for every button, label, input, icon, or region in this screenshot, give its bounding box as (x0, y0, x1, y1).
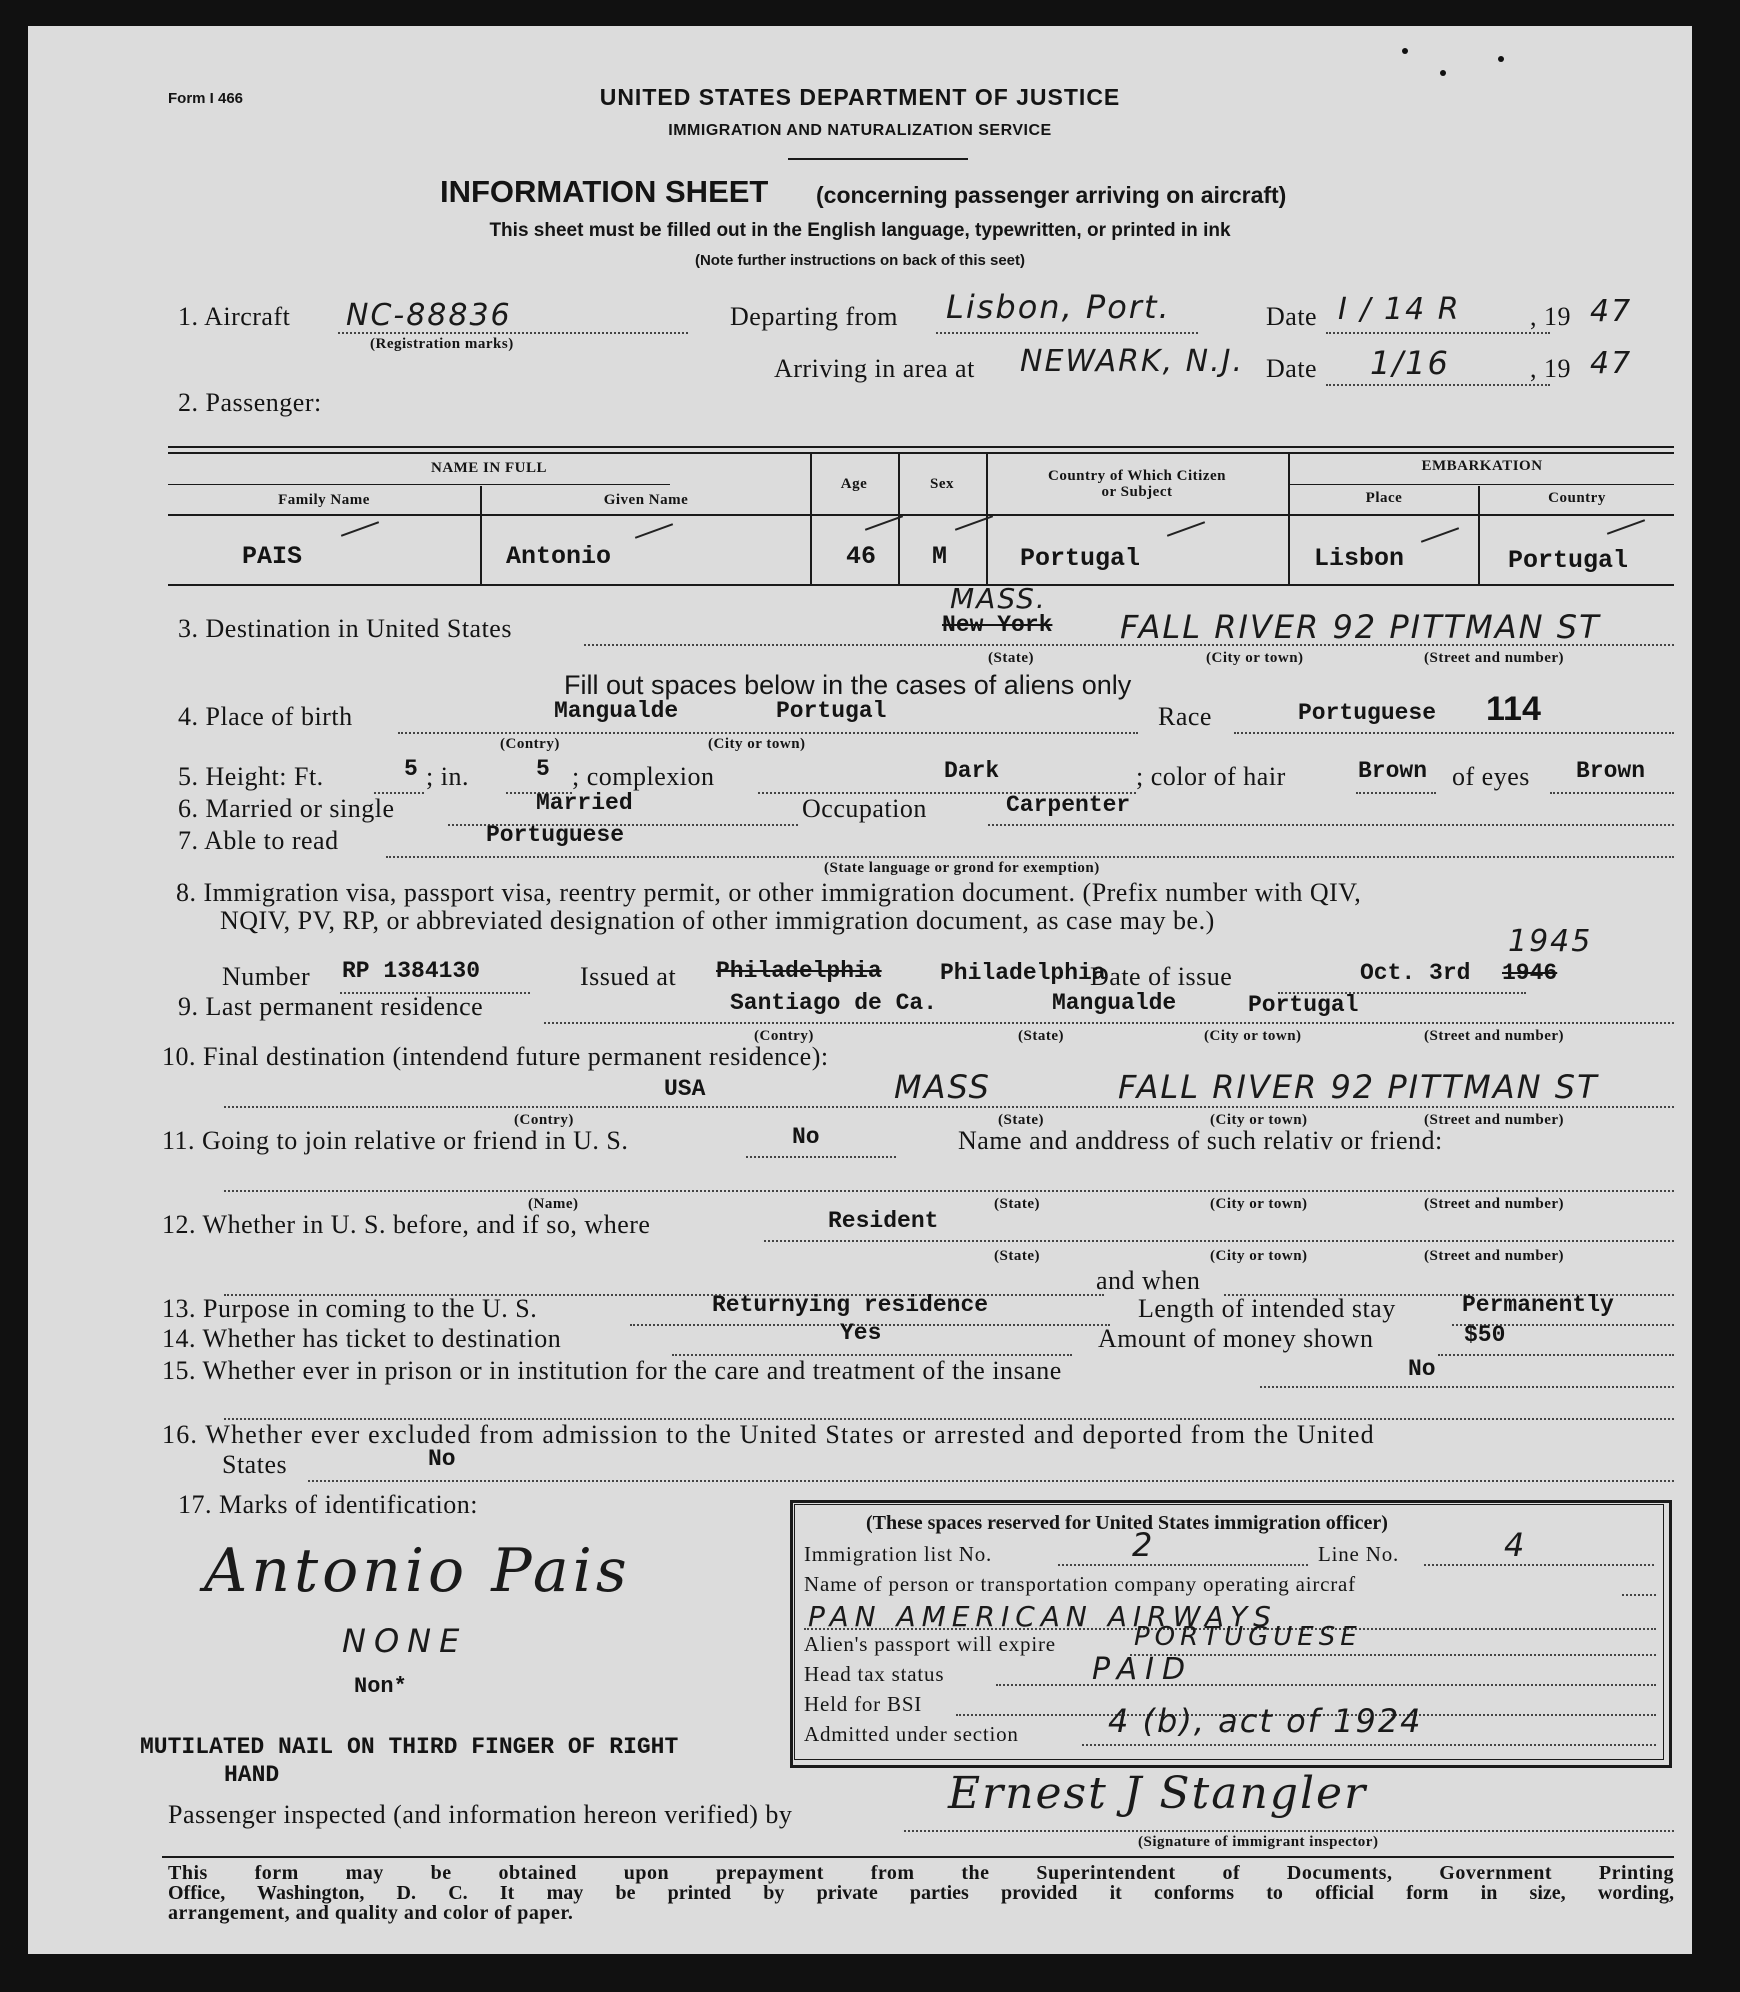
arrive-date-value: 1/16 (1370, 344, 1450, 382)
birth-label: 4. Place of birth (178, 702, 353, 731)
arriving-value: NEWARK, N.J. (1020, 344, 1245, 379)
final-line (224, 1106, 1674, 1108)
ticket-label: 14. Whether has ticket to destination (162, 1324, 562, 1353)
residence-country-caption: (Contry) (754, 1028, 814, 1044)
header-rule (788, 158, 968, 160)
stay-value: Permanently (1462, 1292, 1614, 1318)
departing-line (936, 332, 1198, 334)
residence-state-caption: (State) (1018, 1028, 1064, 1044)
footer-line-1: This form may be obtained upon prepayment from the Superintendent of Documents, Government Printing (168, 1862, 1674, 1884)
final-street-caption: (Street and number) (1424, 1112, 1565, 1128)
form-number: Form I 466 (168, 90, 244, 107)
footer-line-3: arrangement, and quality and color of paper. (168, 1902, 574, 1924)
aliens-note: Fill out spaces below in the cases of aliens only (564, 670, 1132, 700)
name-subrule (168, 484, 670, 485)
given-header: Given Name (603, 492, 689, 508)
instruction: This sheet must be filled out in the English language, typewritten, or printed in ink (489, 220, 1231, 241)
issued-label: Issued at (580, 962, 677, 991)
list-no-value: 2 (1132, 1526, 1155, 1564)
hair-line (1356, 792, 1436, 794)
family-header: Family Name (278, 492, 370, 508)
destination-state-caption: (State) (988, 650, 1034, 666)
arriving-label: Arriving in area at (774, 354, 975, 383)
marks-typed-none: Non* (354, 1674, 407, 1699)
check-mark (1167, 521, 1205, 537)
passport-value: PORTUGUESE (1134, 1622, 1362, 1652)
service: IMMIGRATION AND NATURALIZATION SERVICE (668, 122, 1052, 139)
read-label: 7. Able to read (178, 826, 339, 855)
departing-value: Lisbon, Port. (946, 288, 1171, 326)
page-title: INFORMATION SHEET (440, 174, 769, 209)
residence-city-caption: (City or town) (1204, 1028, 1302, 1044)
race-label: Race (1158, 702, 1212, 731)
join-value: No (792, 1124, 820, 1150)
issued-value: Philadelphia (940, 960, 1106, 986)
purpose-label: 13. Purpose in coming to the U. S. (162, 1294, 538, 1323)
money-line (1438, 1354, 1674, 1356)
destination-street-caption: (Street and number) (1424, 650, 1565, 666)
inspection-label: Passenger inspected (and information hereon verified) by (168, 1800, 793, 1829)
issue-date: Oct. 3rd (1360, 960, 1471, 986)
marks-label: 17. Marks of identification: (178, 1490, 478, 1519)
officer-title: (These spaces reserved for United States immigration officer) (866, 1512, 1388, 1534)
speck (1402, 48, 1408, 54)
money-value: $50 (1464, 1322, 1506, 1348)
given-name: Antonio (506, 542, 612, 571)
passenger-label: 2. Passenger: (178, 388, 322, 417)
race-code: 114 (1486, 690, 1541, 728)
depart-date-line (1326, 332, 1550, 334)
passport-label: Alien's passport will expire (804, 1632, 1056, 1656)
check-mark (1607, 519, 1645, 535)
footer-rule (162, 1856, 1674, 1858)
birth-city: Mangualde (554, 698, 679, 724)
destination-state-hand: MASS. (950, 582, 1047, 615)
occupation-line (988, 824, 1674, 826)
sex-value: M (932, 542, 948, 571)
final-state-caption: (State) (998, 1112, 1044, 1128)
visa-number: RP 1384130 (342, 958, 481, 984)
age-value: 46 (846, 542, 877, 571)
line-no-label: Line No. (1318, 1542, 1400, 1566)
country-value: Portugal (1508, 546, 1629, 575)
marks-hand-none: NONE (342, 1622, 468, 1660)
read-line (386, 856, 1674, 858)
feet-value: 5 (404, 756, 418, 782)
check-mark (341, 521, 379, 537)
page-subtitle: (concerning passenger arriving on aircraft) (816, 182, 1287, 208)
inspector-signature: Ernest J Stangler (948, 1768, 1368, 1819)
list-no-line (1058, 1564, 1308, 1566)
final-city-caption: (City or town) (1210, 1112, 1308, 1128)
company-label: Name of person or transportation company operating aircraf (804, 1572, 1356, 1596)
excluded-value: No (428, 1446, 456, 1472)
married-label: 6. Married or single (178, 794, 395, 823)
birth-line (398, 732, 1138, 734)
before-street-caption: (Street and number) (1424, 1248, 1565, 1264)
read-caption: (State language or grond for exemption) (824, 860, 1100, 876)
speck (1440, 70, 1446, 76)
table-divider (810, 454, 812, 586)
money-label: Amount of money shown (1098, 1324, 1374, 1353)
depart-date-label: Date (1266, 302, 1318, 331)
company-line-end (1622, 1594, 1656, 1596)
race-line (1234, 732, 1674, 734)
aircraft-value: NC-88836 (346, 298, 512, 333)
join-street-caption: (Street and number) (1424, 1196, 1565, 1212)
final-country-caption: (Contry) (514, 1112, 574, 1128)
hair-label: ; color of hair (1136, 762, 1286, 791)
place-header: Place (1365, 490, 1403, 506)
eyes-value: Brown (1576, 758, 1646, 784)
note: (Note further instructions on back of this seet) (694, 252, 1026, 269)
list-no-label: Immigration list No. (804, 1542, 993, 1566)
section-label: Admitted under section (804, 1722, 1019, 1746)
embark-subrule (1290, 484, 1674, 485)
place-value: Lisbon (1314, 544, 1405, 573)
aircraft-label: 1. Aircraft (178, 302, 291, 331)
final-state: MASS (894, 1068, 991, 1106)
age-header: Age (840, 476, 868, 492)
join-name-line (224, 1190, 1674, 1192)
table-divider (898, 454, 900, 586)
department: UNITED STATES DEPARTMENT OF JUSTICE (599, 84, 1121, 110)
issue-year-struck: 1946 (1502, 960, 1558, 986)
birth-country-caption: (Contry) (500, 736, 560, 752)
join-name-label: Name and anddress of such relativ or friend: (958, 1126, 1443, 1155)
complexion-label: ; complexion (572, 762, 715, 791)
residence-line (544, 1022, 1674, 1024)
destination-city-street: FALL RIVER 92 PITTMAN ST (1120, 608, 1601, 646)
complexion-value: Dark (944, 758, 1000, 784)
destination-city-caption: (City or town) (1206, 650, 1304, 666)
eyes-line (1550, 792, 1674, 794)
final-city-street: FALL RIVER 92 PITTMAN ST (1118, 1068, 1599, 1106)
arrive-date-line (1326, 384, 1550, 386)
occupation-label: Occupation (802, 794, 927, 823)
inspection-line (904, 1830, 1674, 1832)
inspection-caption: (Signature of immigrant inspector) (1138, 1834, 1379, 1850)
ticket-value: Yes (840, 1320, 882, 1346)
prison-value: No (1408, 1356, 1436, 1382)
purpose-value: Returnying residence (712, 1292, 989, 1318)
country-header-line-1: Country of Which Citizen (1048, 468, 1226, 484)
table-rule-header (168, 514, 1674, 516)
stay-label: Length of intended stay (1138, 1294, 1396, 1323)
before-label: 12. Whether in U. S. before, and if so, where (162, 1210, 651, 1239)
speck (1498, 56, 1504, 62)
inches-value: 5 (536, 756, 550, 782)
embark-header: EMBARKATION (1421, 458, 1543, 474)
destination-state-struck: New York (942, 612, 1053, 638)
form-sheet (28, 26, 1692, 1954)
tax-label: Head tax status (804, 1662, 945, 1686)
before-line (764, 1240, 1674, 1242)
company-value: PAN AMERICAN AIRWAYS (808, 1600, 1277, 1633)
visa-label-line-2: NQIV, PV, RP, or abbreviated designation of other immigration document, as case may be.) (220, 906, 1215, 935)
before-state-caption: (State) (994, 1248, 1040, 1264)
issue-date-label: Date of issue (1090, 962, 1233, 991)
check-mark (1421, 527, 1459, 543)
arrive-year-prefix: , 19 (1530, 354, 1571, 383)
aircraft-caption: (Registration marks) (370, 336, 514, 352)
issued-struck: Philadelphia (716, 958, 882, 984)
destination-label: 3. Destination in United States (178, 614, 512, 643)
married-value: Married (536, 790, 633, 816)
passport-line (1130, 1654, 1656, 1656)
citizen-value: Portugal (1020, 544, 1141, 573)
country-header-line-2: or Subject (1101, 484, 1173, 500)
check-mark (635, 523, 673, 539)
arrive-year: 47 (1590, 346, 1633, 381)
residence-street-caption: (Street and number) (1424, 1028, 1565, 1044)
hair-value: Brown (1358, 758, 1428, 784)
join-city-caption: (City or town) (1210, 1196, 1308, 1212)
section-line (1082, 1744, 1656, 1746)
footer-line-2: Office, Washington, D. C. It may be printed by private parties provided it conforms to official form in size, wording, (168, 1882, 1674, 1904)
visa-label-line-1: 8. Immigration visa, passport visa, reentry permit, or other immigration document. (Prefix number with QIV, (176, 878, 1362, 907)
race-value: Portuguese (1298, 700, 1437, 726)
final-label: 10. Final destination (intendend future permanent residence): (162, 1042, 829, 1071)
departing-label: Departing from (730, 302, 899, 331)
final-country: USA (664, 1076, 706, 1102)
birth-city-caption: (City or town) (708, 736, 806, 752)
join-line (746, 1156, 896, 1158)
residence-label: 9. Last permanent residence (178, 992, 484, 1021)
prison-label: 15. Whether ever in prison or in institution for the care and treatment of the insane (162, 1356, 1062, 1385)
join-label: 11. Going to join relative or friend in U. S. (162, 1126, 629, 1155)
height-label: 5. Height: Ft. (178, 762, 324, 791)
join-state-caption: (State) (994, 1196, 1040, 1212)
issue-year-hand: 1945 (1508, 924, 1593, 959)
when-label: and when (1096, 1266, 1201, 1295)
passenger-signature: Antonio Pais (204, 1536, 631, 1606)
table-rule-bottom (168, 584, 1674, 586)
name-header: NAME IN FULL (430, 460, 547, 476)
join-name-caption: (Name) (528, 1196, 579, 1212)
occupation-value: Carpenter (1006, 792, 1131, 818)
sex-header: Sex (930, 476, 954, 492)
family-name: PAIS (242, 542, 303, 571)
bsi-label: Held for BSI (804, 1692, 923, 1716)
tax-value: PAID (1092, 1652, 1194, 1687)
depart-year: 47 (1590, 294, 1633, 329)
marks-line-2: HAND (224, 1762, 280, 1788)
prison-line (1260, 1386, 1674, 1388)
depart-year-prefix: , 19 (1530, 302, 1571, 331)
excluded-label-line-1: 16. Whether ever excluded from admission to the United States or arrested and deported from the United (162, 1420, 1375, 1449)
line-no-line (1424, 1564, 1654, 1566)
inches-label: ; in. (426, 762, 469, 791)
table-rule-top-2 (168, 452, 1674, 454)
residence-city: Mangualde (1052, 990, 1177, 1016)
residence-country: Santiago de Ca. (730, 990, 938, 1016)
before-city-caption: (City or town) (1210, 1248, 1308, 1264)
before-value: Resident (828, 1208, 939, 1234)
table-rule-top-1 (168, 446, 1674, 448)
section-value: 4 (b), act of 1924 (1108, 1702, 1423, 1740)
eyes-label: of eyes (1452, 762, 1530, 791)
read-value: Portuguese (486, 822, 625, 848)
excluded-label-line-2: States (222, 1450, 288, 1479)
visa-number-label: Number (222, 962, 311, 991)
embark-country-header: Country (1548, 490, 1606, 506)
residence-street: Portugal (1248, 992, 1359, 1018)
marks-line-1: MUTILATED NAIL ON THIRD FINGER OF RIGHT (140, 1734, 679, 1760)
depart-date-value: I / 14 R (1338, 292, 1461, 327)
arrive-date-label: Date (1266, 354, 1318, 383)
birth-country: Portugal (776, 698, 887, 724)
excluded-line (308, 1480, 1674, 1482)
line-no-value: 4 (1504, 1526, 1527, 1564)
